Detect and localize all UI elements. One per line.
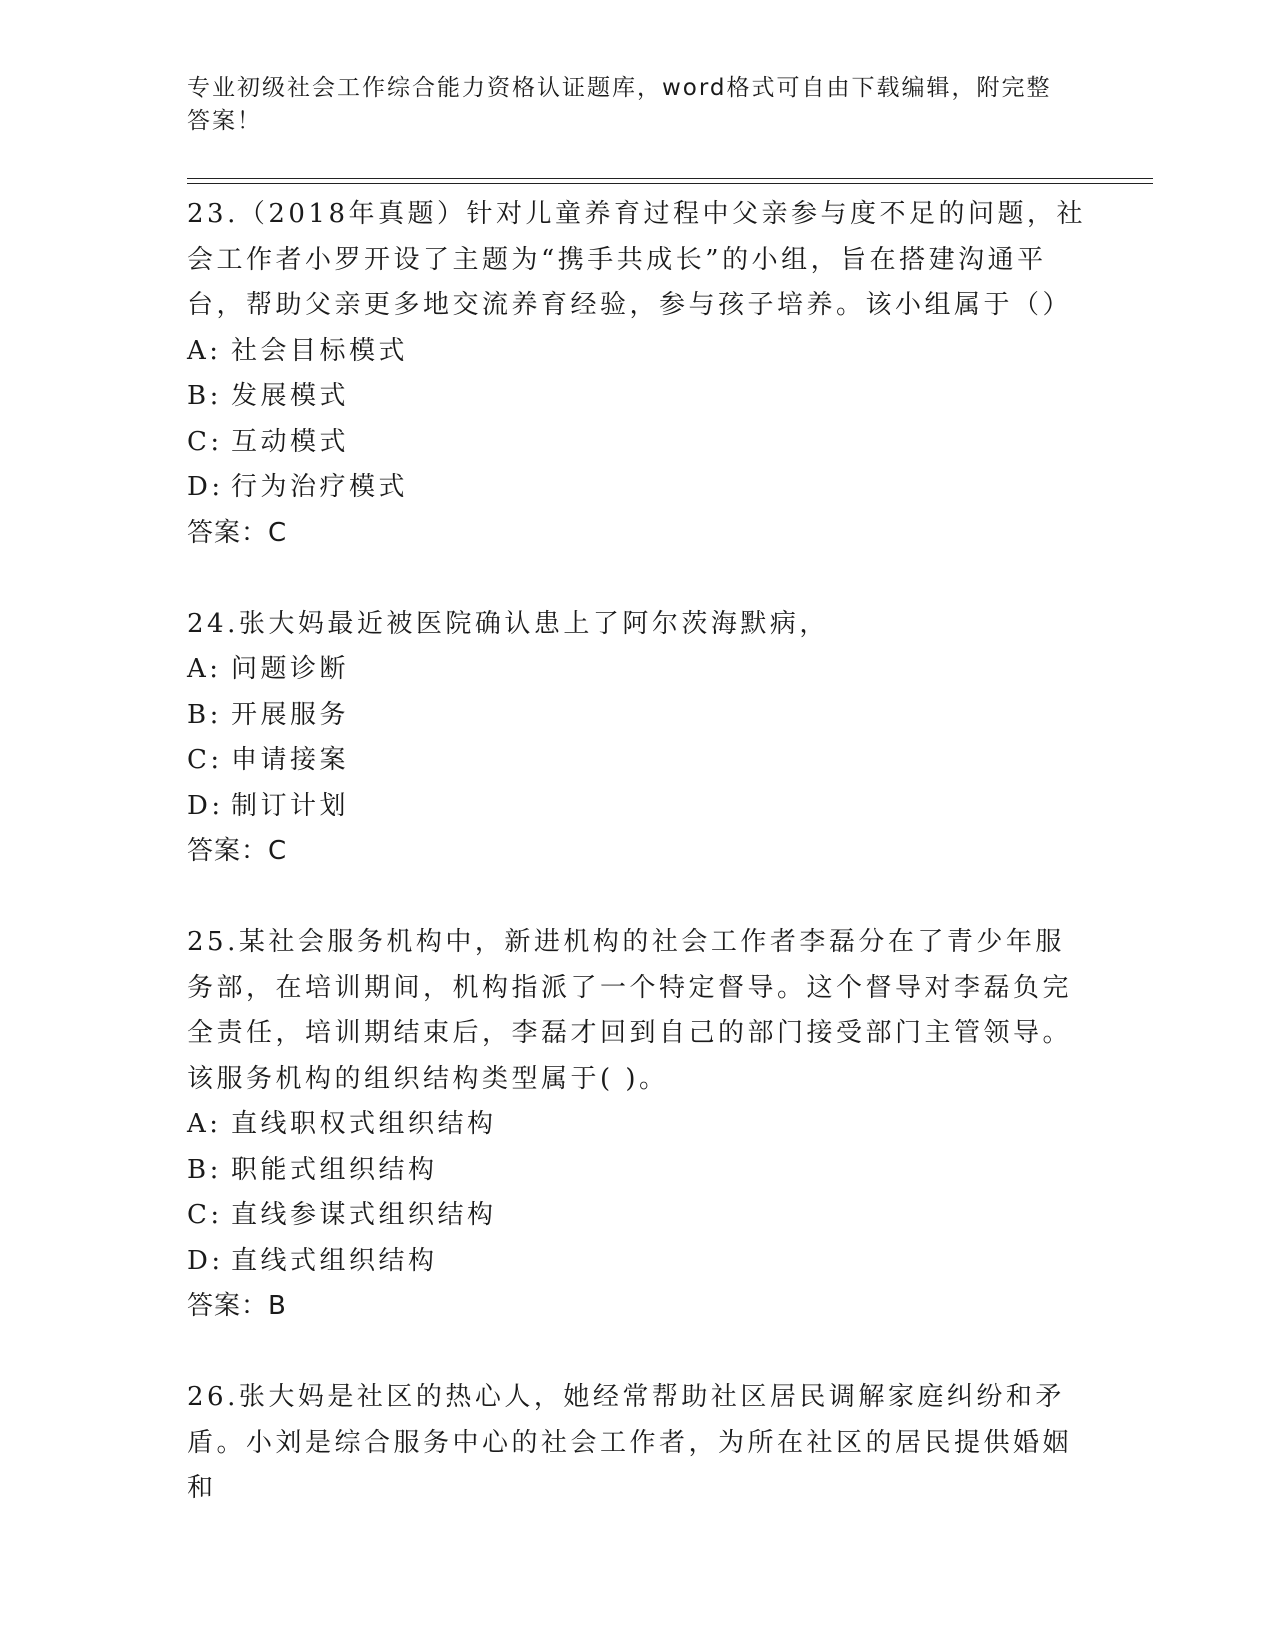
option-d [187, 784, 1087, 830]
option-text: 社会目标模式 [231, 335, 409, 366]
option-b [187, 1148, 1087, 1194]
option-letter: B: [187, 1154, 222, 1185]
option-text: 发展模式 [231, 381, 350, 411]
question-spacer [187, 556, 1087, 602]
option-text: 直线职权式组织结构 [231, 1109, 497, 1139]
question-spacer [187, 1330, 1087, 1376]
option-b [187, 374, 1087, 420]
option-b [187, 693, 1087, 739]
option-text: 申请接案 [231, 745, 350, 775]
option-text: 职能式组织结构 [231, 1154, 438, 1185]
option-text: 直线参谋式组织结构 [231, 1200, 497, 1230]
option-letter: A: [187, 1109, 222, 1139]
option-text: 直线式组织结构 [231, 1245, 438, 1276]
answer: 答案：B [187, 1291, 287, 1321]
header-divider-top [187, 178, 1153, 179]
document-header: 专业初级社会工作综合能力资格认证题库，word格式可自由下载编辑，附完整答案！ [187, 75, 1052, 134]
option-letter: D: [187, 790, 224, 821]
header-divider-bottom [187, 183, 1153, 184]
question-list [187, 192, 1087, 1512]
question-spacer [187, 875, 1087, 921]
option-a [187, 1102, 1087, 1148]
option-c [187, 1193, 1087, 1239]
option-letter: D: [187, 472, 224, 502]
option-a [187, 329, 1087, 375]
option-text: 互动模式 [231, 426, 350, 457]
option-c [187, 738, 1087, 784]
option-letter: C: [187, 426, 223, 457]
option-text: 制订计划 [231, 790, 350, 821]
question-25 [187, 920, 1087, 1330]
option-text: 问题诊断 [231, 654, 350, 684]
question-stem: 25.某社会服务机构中，新进机构的社会工作者李磊分在了青少年服务部，在培训期间，机构指派了一个特定督导。这个督导对李磊负完全责任，培训期结束后，李磊才回到自己的部门接受部门主管领导。该服务机构的组织结构类型属于( )。 [187, 927, 1073, 1094]
option-letter: A: [187, 654, 222, 684]
question-23 [187, 192, 1087, 556]
option-letter: B: [187, 699, 222, 730]
answer: 答案：C [187, 517, 288, 548]
option-c [187, 420, 1087, 466]
question-24 [187, 602, 1087, 875]
option-d [187, 1239, 1087, 1285]
option-text: 行为治疗模式 [231, 472, 409, 502]
question-stem: 26.张大妈是社区的热心人，她经常帮助社区居民调解家庭纠纷和矛盾。小刘是综合服务中心的社会工作者，为所在社区的居民提供婚姻和 [187, 1382, 1073, 1503]
question-stem: 24.张大妈最近被医院确认患上了阿尔茨海默病， [187, 608, 829, 639]
option-d [187, 465, 1087, 511]
option-letter: C: [187, 1200, 223, 1230]
question-26 [187, 1375, 1087, 1512]
option-letter: B: [187, 381, 222, 411]
option-text: 开展服务 [231, 699, 350, 730]
answer: 答案：C [187, 836, 288, 866]
option-a [187, 647, 1087, 693]
question-stem: 23.（2018年真题）针对儿童养育过程中父亲参与度不足的问题，社会工作者小罗开设了主题为“携手共成长”的小组，旨在搭建沟通平台，帮助父亲更多地交流养育经验，参与孩子培养。该小组属于（） [187, 199, 1087, 320]
option-letter: A: [187, 335, 222, 366]
option-letter: D: [187, 1245, 224, 1276]
option-letter: C: [187, 745, 223, 775]
